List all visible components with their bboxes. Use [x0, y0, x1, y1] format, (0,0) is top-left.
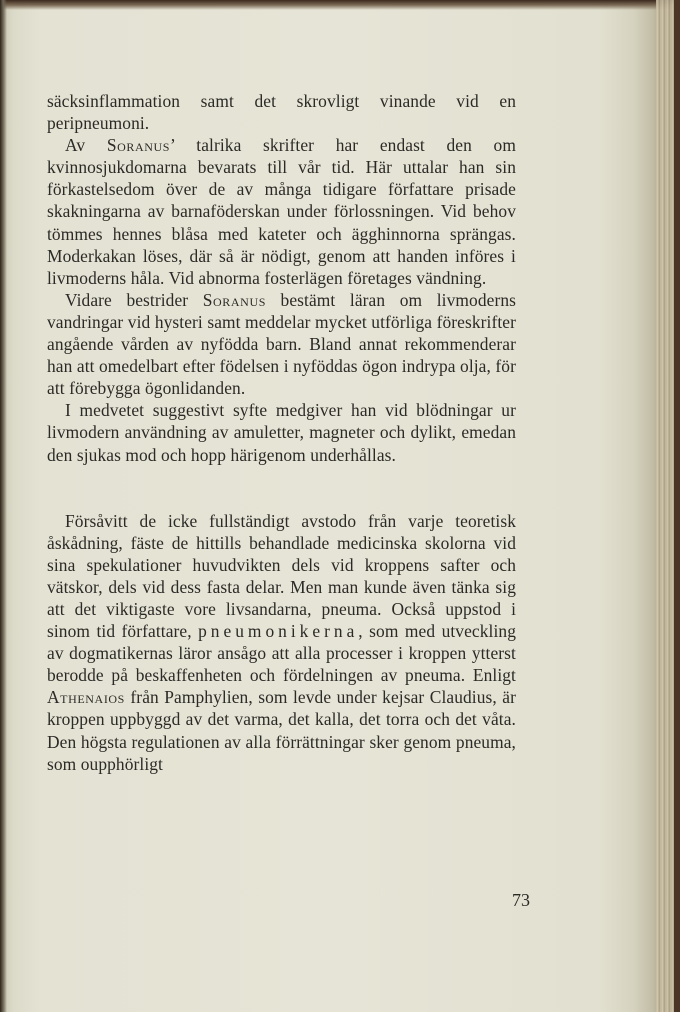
paragraph-3: Vidare bestrider Soranus bestämt läran om livmoderns vandringar vid hysteri samt meddelar mycket utförliga föreskrifter angående vården av nyfödda barn. Bland annat rekommenderar han att omedelbart efter födelsen i nyföddas ögon indrypa olja, för att förebygga ögonlidanden. — [47, 289, 516, 399]
author-name-soranus: Soranus — [106, 135, 171, 156]
page-number: 73 — [512, 890, 530, 910]
term-pneumonikerna: pneumonikerna — [198, 621, 359, 642]
paragraph-5: Försåvitt de icke fullständigt avstodo från varje teoretisk åskådning, fäste de hittills behandlade medicinska skolorna vid sina spekulationer huvudvikten dels vid kroppens safter och vätskor, dels vid dess fasta delar. Men man kunde även tänka sig att det viktigaste vore livsandarna, pneuma. Också uppstod i sinom tid författare, pneumonikerna, som med utveckling av dogmatikernas läror ansågo att alla processer i kroppen ytterst berodde på beskaffenheten och fördelningen av pneuma. Enligt Athenaios från Pamphylien, som levde under kejsar Claudius, är kroppen uppbyggd av det varma, det kalla, det torra och det våta. Den högsta regulationen av alla förrättningar sker genom pneuma, som oupphörligt — [47, 510, 516, 774]
book-cover-edge — [674, 0, 680, 1012]
body-text — [47, 90, 516, 775]
author-name-athenaios: Athenaios — [47, 687, 125, 708]
paragraph-4: I medvetet suggestivt syfte medgiver han vid blödningar ur livmodern användning av amuletter, magneter och dylikt, emedan den sjukas mod och hopp härigenom underhållas. — [47, 400, 516, 465]
section-break — [47, 466, 516, 510]
paragraph-1: säcksinflammation samt det skrovligt vinande vid en peripneumoni. — [47, 91, 516, 134]
paragraph-2: Av Soranus’ talrika skrifter har endast den om kvinnosjukdomarna bevarats till vår tid. Här uttalar han sin förkastelsedom över de av många tidigare författare prisade skakningarna av barnaföderskan under förlossningen. Vid behov tömmes hennes blåsa med kateter och ägghinnorna sprängas. Moderkakan löses, där så är nödigt, genom att handen införes i livmoderns håla. Vid abnorma fosterlägen företages vändning. — [47, 135, 516, 288]
author-name-soranus: Soranus — [202, 289, 266, 310]
